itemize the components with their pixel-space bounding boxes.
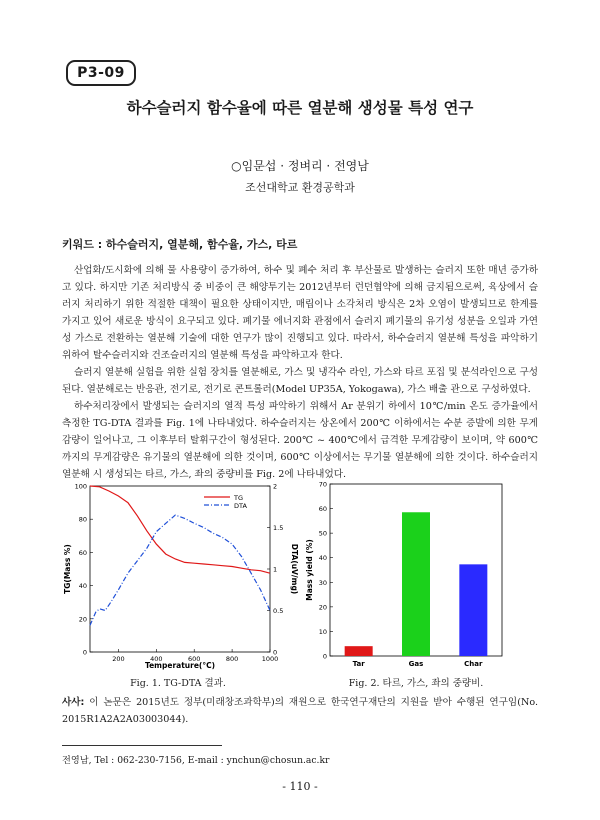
y-tick-label: 0	[82, 648, 87, 657]
acknowledgement-label: 사사:	[62, 697, 85, 708]
y-tick-label: 30	[318, 578, 327, 587]
y-tick-label: 0	[322, 652, 327, 661]
x-axis-label: Temperature(°C)	[144, 661, 216, 670]
y-tick-label: 20	[78, 615, 87, 624]
y-tick-label: 50	[318, 529, 327, 538]
paper-title: 하수슬러지 함수율에 따른 열분해 생성물 특성 연구	[126, 99, 474, 117]
y2-axis-label: DTA(uV/mg)	[290, 543, 299, 595]
y2-tick-label: 1.5	[273, 524, 284, 532]
y-tick-label: 100	[74, 482, 87, 491]
x-tick-label: 1000	[261, 655, 279, 663]
y-axis-label: Mass yield (%)	[305, 539, 314, 601]
keywords: 키워드 : 하수슬러지, 열분해, 함수율, 가스, 타르	[62, 238, 298, 251]
abstract-code-badge: P3-09	[66, 60, 136, 86]
y-tick-label: 60	[318, 505, 327, 514]
footnote: 전영남, Tel : 062-230-7156, E-mail : ynchun@chosun.ac.kr	[62, 755, 330, 766]
x-tick-label: Tar	[352, 660, 365, 668]
figure-2-caption: Fig. 2. 타르, 가스, 좌의 중량비.	[348, 678, 484, 689]
y-tick-label: 70	[318, 480, 327, 489]
y-tick-label: 20	[318, 603, 327, 612]
y-tick-label: 40	[78, 582, 87, 591]
footnote-divider	[62, 745, 222, 746]
x-tick-label: 800	[225, 655, 239, 663]
y2-tick-label: 1	[273, 565, 278, 574]
x-tick-label: 600	[187, 655, 201, 663]
y-tick-label: 40	[318, 554, 327, 563]
y2-tick-label: 0.5	[273, 607, 284, 615]
abstract-body	[62, 262, 538, 483]
y-tick-label: 80	[78, 515, 87, 524]
page-number: - 110 -	[282, 780, 318, 793]
y2-tick-label: 2	[273, 482, 278, 491]
paragraph: 산업화/도시화에 의해 물 사용량이 증가하여, 하수 및 폐수 처리 후 부산물로 발생하는 슬러지 또한 매년 증가하고 있다. 하지만 기존 처리방식 중 비중이 큰 해양투기는 2012년부터 런던협약에 의해 금지됨으로써, 육상에서 슬러지 처리하기 위한 적절한 대책이 필요한 상태이지만, 매립이나 소각처리 방식은 2차 오염이 발생되므로 한계를 가지고 있어 새로운 방식이 요구되고 있다. 폐기물 에너지화 관점에서 슬러지 폐기물의 유기성 성분을 오일과 가연성 가스로 전환하는 열분해 기술에 대한 연구가 많이 진행되고 있다. 따라서, 하수슬러지 열분해 특성을 파악하기 위하여 탈수슬러지와 건조슬러지의 열분해 특성을 파악하고자 한다.	[62, 265, 539, 361]
x-tick-label: 400	[150, 655, 163, 663]
y-axis-label: TG(Mass %)	[63, 544, 72, 594]
legend-dta-label: DTA	[234, 502, 247, 510]
x-tick-label: Char	[464, 660, 483, 668]
figure-1-caption: Fig. 1. TG-DTA 결과.	[130, 678, 226, 689]
y2-tick-label: 0	[273, 648, 278, 657]
x-tick-label: Gas	[408, 660, 424, 668]
paragraph: 하수처리장에서 발생되는 슬러지의 열적 특성 파악하기 위해서 Ar 분위기 하에서 10℃/min 온도 증가율에서 측정한 TG-DTA 결과를 Fig. 1에 나타내었다. 하수슬러지는 상온에서 200℃ 이하에서는 수분 증발에 의한 무게 감량이 일어나고, 그 이후부터 탈휘구간이 형성된다. 200℃ ~ 400℃에서 급격한 무게감량이 보이며, 약 600℃까지의 무게감량은 유기물의 열분해에 의한 것이며, 600℃ 이상에서는 무기물 열분해에 의한 것이다. 하수슬러지 열분해 시 생성되는 타르, 가스, 좌의 중량비를 Fig. 2에 나타내었다.	[62, 401, 538, 480]
acknowledgement-text: 이 논문은 2015년도 정부(미래창조과학부)의 재원으로 한국연구재단의 지원을 받아 수행된 연구임(No. 2015R1A2A2A03003044).	[62, 697, 538, 725]
legend-tg-label: TG	[234, 494, 244, 502]
mass-yield-chart	[300, 476, 532, 672]
series-line-dta	[90, 515, 270, 625]
bar-gas	[402, 512, 430, 656]
y-tick-label: 60	[78, 548, 87, 557]
x-tick-label: 200	[112, 655, 125, 663]
authors: ○임문섭 · 정벼리 · 전영남	[231, 159, 369, 173]
tg-dta-chart	[62, 478, 299, 674]
bar-char	[459, 564, 487, 656]
affiliation: 조선대학교 환경공학과	[245, 181, 355, 194]
acknowledgement	[62, 694, 538, 728]
y-tick-label: 10	[318, 627, 327, 636]
bar-tar	[345, 646, 373, 656]
paragraph: 슬러지 열분해 실험을 위한 실험 장치를 열분해로, 가스 및 냉각수 라인, 가스와 타르 포집 및 분석라인으로 구성된다. 열분해로는 반응관, 전기로, 전기로 콘트롤러(Model UP35A, Yokogawa), 가스 배출 관으로 구성하였다.	[62, 367, 538, 395]
